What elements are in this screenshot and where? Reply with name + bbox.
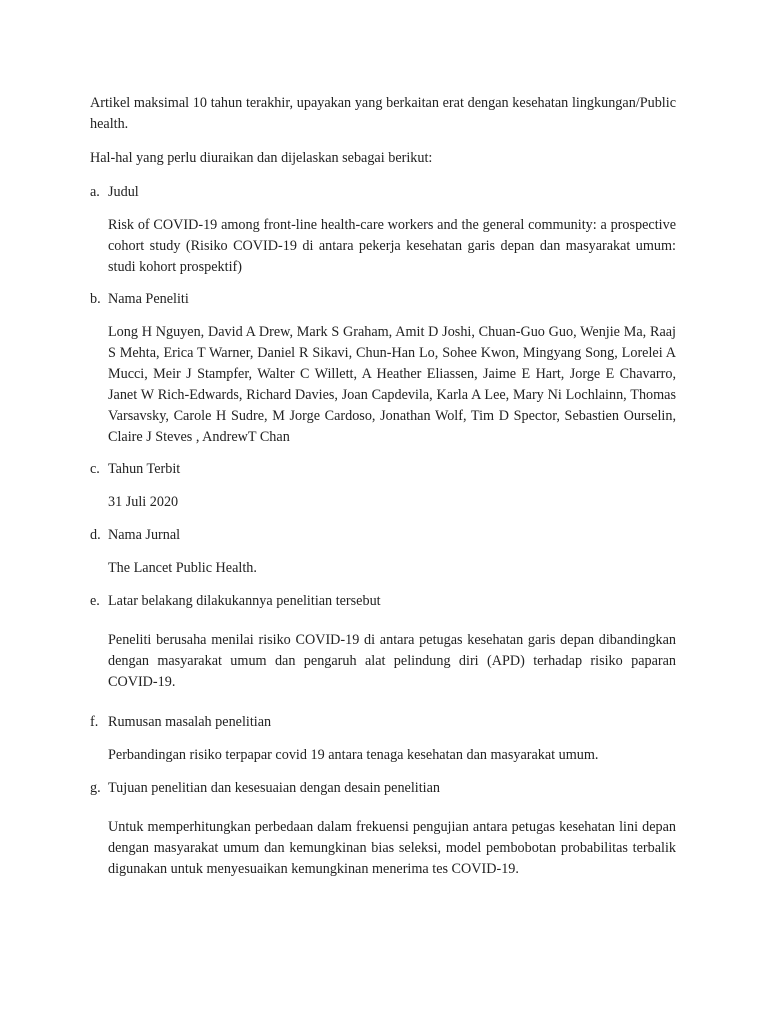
section-heading xyxy=(90,591,676,612)
section-heading xyxy=(90,289,676,310)
list-marker: f. xyxy=(90,714,99,730)
intro-subtitle: Hal-hal yang perlu diuraikan dan dijelaskan sebagai berikut: xyxy=(90,150,433,166)
body-nama-jurnal: The Lancet Public Health. xyxy=(108,560,257,576)
body-judul: Risk of COVID-19 among front-line health-care workers and the general community: a prospective cohort study (Risiko COVID-19 di antara pekerja kesehatan garis depan dan masyarakat umum: studi kohort prospektif) xyxy=(108,217,676,275)
section-judul xyxy=(90,182,676,278)
heading-latar-belakang: Latar belakang dilakukannya penelitian tersebut xyxy=(108,593,381,609)
body-nama-peneliti: Long H Nguyen, David A Drew, Mark S Graham, Amit D Joshi, Chuan-Guo Guo, Wenjie Ma, Raaj S Mehta, Erica T Warner, Daniel R Sikavi, Chun-Han Lo, Sohee Kwon, Mingyang Song, Lorelei A Mucci, Meir J Stampfer, Walter C Willett, A Heather Eliassen, Jaime E Hart, Jorge E Chavarro, Janet W Rich-Edwards, Richard Davies, Joan Capdevila, Karla A Lee, Mary Ni Lochlainn, Thomas Varsavsky, Carole H Sudre, M Jorge Cardoso, Jonathan Wolf, Tim D Spector, Sebastien Ourselin, Claire J Steves , AndrewT Chan xyxy=(108,324,676,445)
body-rumusan-masalah: Perbandingan risiko terpapar covid 19 antara tenaga kesehatan dan masyarakat umum. xyxy=(108,747,599,763)
section-heading xyxy=(90,778,676,799)
heading-judul: Judul xyxy=(108,184,139,200)
document-page xyxy=(90,93,676,880)
section-heading xyxy=(90,459,676,480)
body-tujuan-penelitian: Untuk memperhitungkan perbedaan dalam frekuensi pengujian antara petugas kesehatan lini depan dengan masyarakat umum dan kemungkinan bias seleksi, model pembobotan probabilitas terbalik digunakan untuk menyesuaikan kemungkinan menerima tes COVID-19. xyxy=(108,819,676,877)
heading-tujuan-penelitian: Tujuan penelitian dan kesesuaian dengan desain penelitian xyxy=(108,780,440,796)
list-marker: a. xyxy=(90,184,100,200)
heading-nama-peneliti: Nama Peneliti xyxy=(108,291,189,307)
body-tahun-terbit: 31 Juli 2020 xyxy=(108,494,179,510)
section-tujuan-penelitian xyxy=(90,778,676,880)
heading-tahun-terbit: Tahun Terbit xyxy=(108,461,181,477)
list-marker: e. xyxy=(90,593,100,609)
heading-rumusan-masalah: Rumusan masalah penelitian xyxy=(108,714,272,730)
list-marker: b. xyxy=(90,291,101,307)
section-nama-peneliti xyxy=(90,289,676,448)
body-latar-belakang: Peneliti berusaha menilai risiko COVID-19 di antara petugas kesehatan garis depan dibandingkan dengan masyarakat umum dan pengaruh alat pelindung diri (APD) terhadap risiko paparan COVID-19. xyxy=(108,632,676,690)
list-marker: d. xyxy=(90,527,101,543)
section-tahun-terbit xyxy=(90,459,676,513)
heading-nama-jurnal: Nama Jurnal xyxy=(108,527,181,543)
list-marker: c. xyxy=(90,461,100,477)
section-latar-belakang xyxy=(90,591,676,693)
intro-instruction: Artikel maksimal 10 tahun terakhir, upayakan yang berkaitan erat dengan kesehatan lingkungan/Public health. xyxy=(90,95,676,132)
section-heading xyxy=(90,182,676,203)
section-rumusan-masalah xyxy=(90,712,676,766)
list-marker: g. xyxy=(90,780,101,796)
section-nama-jurnal xyxy=(90,525,676,579)
section-heading xyxy=(90,712,676,733)
section-heading xyxy=(90,525,676,546)
